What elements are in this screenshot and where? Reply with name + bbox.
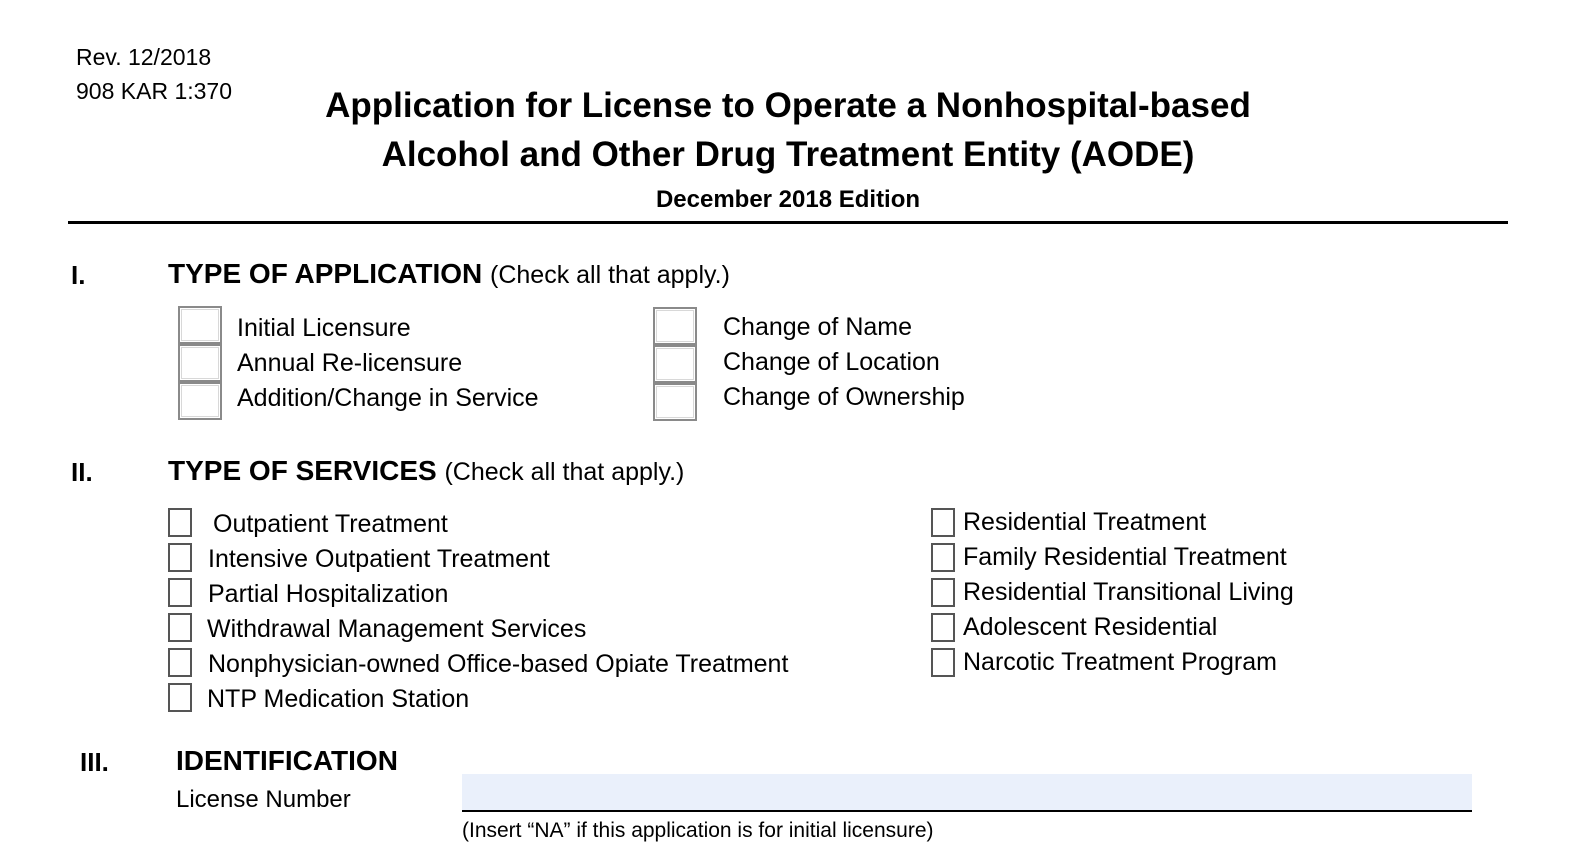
option-office-based-opiate: Nonphysician-owned Office-based Opiate Treatment (208, 650, 789, 678)
checkbox-intensive-outpatient[interactable] (168, 543, 192, 572)
section-3-heading (176, 745, 398, 777)
page-title-line-1: Application for License to Operate a Nonhospital-based (325, 86, 1251, 125)
license-number-input[interactable] (462, 774, 1472, 812)
checkbox-withdrawal-management[interactable] (168, 613, 192, 642)
checkbox-change-of-name[interactable] (653, 307, 697, 345)
option-annual-relicensure: Annual Re-licensure (237, 349, 463, 377)
option-narcotic-treatment: Narcotic Treatment Program (963, 648, 1277, 676)
option-change-of-location: Change of Location (723, 348, 940, 376)
checkbox-office-based-opiate[interactable] (168, 648, 192, 677)
option-outpatient-treatment: Outpatient Treatment (213, 510, 448, 538)
section-3-numeral: III. (80, 747, 109, 777)
section-1-numeral: I. (71, 260, 86, 290)
checkbox-adolescent-residential[interactable] (931, 613, 955, 642)
checkbox-residential-treatment[interactable] (931, 508, 955, 537)
section-2-note: (Check all that apply.) (444, 458, 685, 486)
section-1-note: (Check all that apply.) (490, 261, 730, 289)
checkbox-initial-licensure[interactable] (178, 306, 222, 344)
section-1-title: TYPE OF APPLICATION (168, 258, 483, 289)
option-residential-treatment: Residential Treatment (963, 508, 1207, 536)
option-ntp-medication-station: NTP Medication Station (207, 685, 470, 713)
checkbox-outpatient-treatment[interactable] (168, 508, 192, 537)
section-2-numeral: II. (71, 457, 93, 487)
page-title-line-2: Alcohol and Other Drug Treatment Entity (AODE) (381, 135, 1195, 174)
license-number-label: License Number (176, 786, 351, 813)
section-2-heading (168, 455, 684, 487)
option-family-residential: Family Residential Treatment (963, 543, 1287, 571)
header-divider (68, 221, 1508, 224)
checkbox-residential-transitional[interactable] (931, 578, 955, 607)
section-3-title: IDENTIFICATION (176, 745, 398, 776)
checkbox-change-of-location[interactable] (653, 345, 697, 383)
option-change-of-name: Change of Name (723, 313, 913, 341)
regulation-label: 908 KAR 1:370 (76, 78, 233, 104)
checkbox-narcotic-treatment[interactable] (931, 648, 955, 677)
license-number-hint: (Insert “NA” if this application is for initial licensure) (462, 819, 934, 842)
edition-label: December 2018 Edition (655, 186, 921, 213)
checkbox-annual-relicensure[interactable] (178, 344, 222, 382)
option-intensive-outpatient: Intensive Outpatient Treatment (208, 545, 550, 573)
option-partial-hospitalization: Partial Hospitalization (208, 580, 449, 608)
checkbox-family-residential[interactable] (931, 543, 955, 572)
checkbox-ntp-medication-station[interactable] (168, 683, 192, 712)
section-1-heading (168, 258, 730, 290)
option-withdrawal-management: Withdrawal Management Services (207, 615, 587, 643)
option-residential-transitional: Residential Transitional Living (963, 578, 1294, 606)
checkbox-addition-change-service[interactable] (178, 382, 222, 420)
option-addition-change-service: Addition/Change in Service (237, 384, 539, 412)
revision-label: Rev. 12/2018 (76, 44, 212, 70)
option-initial-licensure: Initial Licensure (237, 314, 411, 342)
option-adolescent-residential: Adolescent Residential (963, 613, 1218, 641)
section-2-title: TYPE OF SERVICES (168, 455, 437, 486)
option-change-of-ownership: Change of Ownership (723, 383, 965, 411)
checkbox-change-of-ownership[interactable] (653, 383, 697, 421)
checkbox-partial-hospitalization[interactable] (168, 578, 192, 607)
